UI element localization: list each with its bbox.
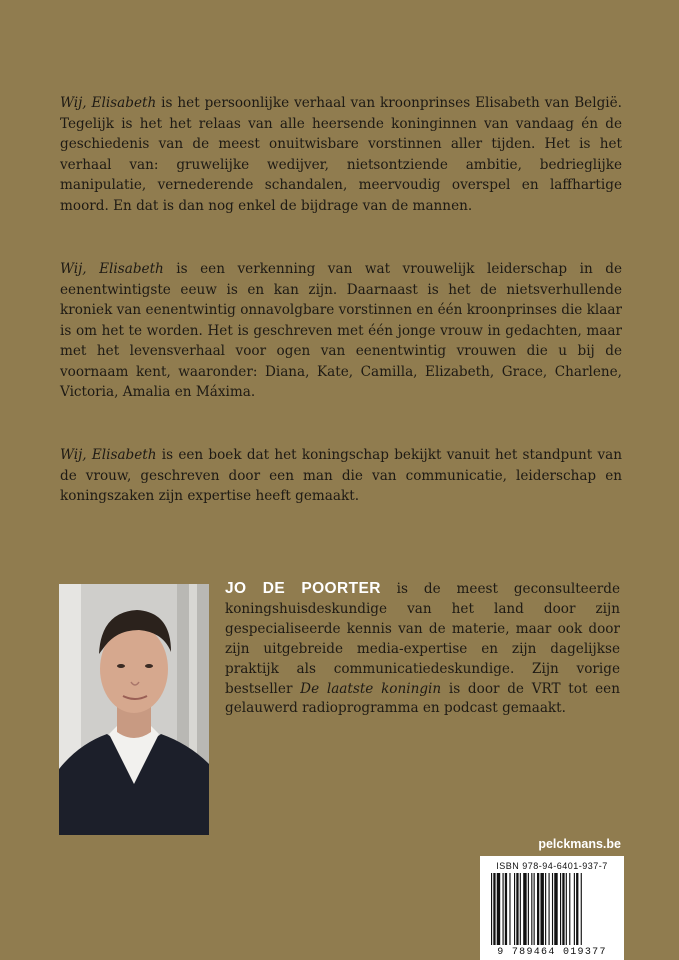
barcode-bar [560, 873, 561, 945]
barcode-bar [534, 873, 535, 945]
barcode-bar [505, 873, 507, 945]
book-title-italic: Wij, Elisabeth [60, 447, 157, 463]
publisher-url: pelckmans.be [538, 837, 621, 851]
barcode-bar [566, 873, 567, 945]
book-title-italic: Wij, Elisabeth [60, 95, 157, 111]
barcode-bar [549, 873, 550, 945]
paragraph-text: is een boek dat het koningschap bekijkt vanuit het standpunt van de vrouw, geschreven door een man die van communicatie, leiderschap en koningszaken zijn expertise heeft gemaakt. [60, 447, 623, 504]
isbn-label: ISBN 978-94-6401-937-7 [496, 861, 608, 871]
barcode-bar [528, 873, 529, 945]
barcode-bar [581, 873, 582, 945]
blurb-paragraph-1 [60, 93, 622, 216]
author-photo [59, 584, 209, 835]
blurb-paragraph-3 [60, 445, 622, 507]
paragraph-text: is het persoonlijke verhaal van kroonprinses Elisabeth van België. Tegelijk is het het relaas van alle heersende koninginnen van vandaag én de geschiedenis van de meest onuitwisbare vorstinnen aller tijden. Het is het verhaal van: gruwelijke wedijver, nietsontziende ambitie, bedrieglijke manipulatie, vernederende schandalen, meervoudig overspel en laffhartige moord. En dat is dan nog enkel de bijdrage van de mannen. [60, 95, 622, 214]
barcode-bars [489, 873, 615, 947]
barcode-bar [523, 873, 526, 945]
barcode-bar [497, 873, 500, 945]
bio-text-part-1: is de meest geconsulteerde koningshuisdeskundige van het land door zijn gespecialiseerde kennis van de materie, maar ook door zijn uitgebreide media-expertise en zijn dagelijkse praktijk als communicatiedeskundige. Zijn vorige bestseller [225, 581, 620, 697]
barcode-bar [576, 873, 578, 945]
barcode-bar [552, 873, 553, 945]
author-name: JO DE POORTER [225, 580, 381, 597]
barcode-bar [569, 873, 570, 945]
bio-text-part-2: is door de VRT tot een gelauwerd radioprogramma en podcast gemaakt. [225, 680, 620, 717]
paragraph-text: is een verkenning van wat vrouwelijk leiderschap in de eenentwintigste eeuw is en kan zijn. Daarnaast is het de nietsverhullende kroniek van eenentwintig onnavolgbare vorstinnen en één kroonprinses die klaar is om het te worden. Het is geschreven met één jonge vrouw in gedachten, maar met het levensverhaal voor ogen van eenentwintig vrouwen die u bij de voornaam kent, waaronder: Diana, Kate, Camilla, Elizabeth, Grace, Charlene, Victoria, Amalia en Máxima. [60, 261, 622, 400]
barcode-bar [520, 873, 521, 945]
book-title-italic: Wij, Elisabeth [60, 261, 164, 277]
barcode-bar [491, 873, 492, 945]
isbn-barcode [480, 856, 624, 960]
barcode-bar [531, 873, 532, 945]
barcode-bar [514, 873, 515, 945]
barcode-bar [554, 873, 557, 945]
blurb-paragraph-2 [60, 259, 622, 403]
barcode-bar [509, 873, 510, 945]
barcode-bar [545, 873, 546, 945]
barcode-bar [537, 873, 539, 945]
author-bio [225, 579, 620, 719]
barcode-bar [516, 873, 518, 945]
barcode-digits: 9 789464 019377 [497, 947, 607, 958]
barcode-bar [562, 873, 564, 945]
barcode-bar [493, 873, 495, 945]
barcode-bar [503, 873, 504, 945]
previous-book-title: De laatste koningin [300, 680, 442, 697]
barcode-bar [540, 873, 543, 945]
barcode-bar [574, 873, 575, 945]
